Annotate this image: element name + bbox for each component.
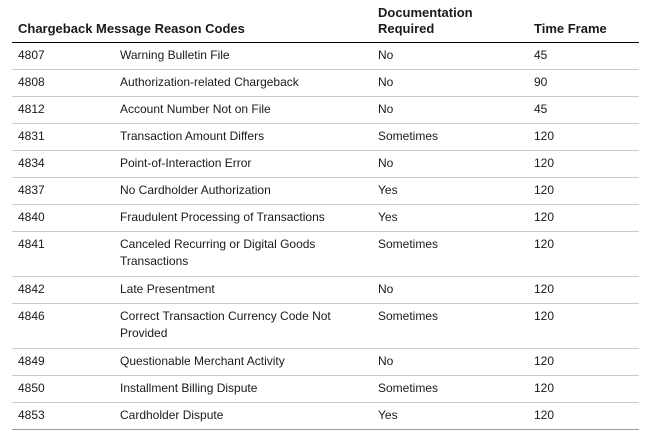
time-frame-cell: 120 (534, 282, 555, 296)
table-row (12, 232, 639, 277)
reason-code-cell: 4831 (18, 129, 45, 143)
time-frame-cell: 120 (534, 354, 555, 368)
table-row (12, 277, 639, 304)
documentation-cell: Yes (378, 183, 398, 197)
time-frame-cell: 90 (534, 75, 548, 89)
description-cell: Late Presentment (120, 282, 215, 296)
chargeback-reason-codes-table (12, 0, 639, 430)
documentation-cell: Sometimes (378, 237, 439, 251)
description-cell: Questionable Merchant Activity (120, 354, 285, 368)
table-row (12, 205, 639, 232)
table-row (12, 70, 639, 97)
documentation-cell: No (378, 102, 394, 116)
table-row (12, 124, 639, 151)
description-cell: Cardholder Dispute (120, 408, 224, 422)
reason-code-cell: 4808 (18, 75, 45, 89)
table-row (12, 403, 639, 430)
documentation-cell: Sometimes (378, 381, 439, 395)
description-cell: Authorization-related Chargeback (120, 75, 299, 89)
reason-code-cell: 4850 (18, 381, 45, 395)
documentation-cell: Yes (378, 408, 398, 422)
table-row (12, 349, 639, 376)
reason-code-cell: 4846 (18, 309, 45, 323)
time-frame-cell: 120 (534, 210, 555, 224)
time-frame-cell: 120 (534, 183, 555, 197)
reason-code-cell: 4834 (18, 156, 45, 170)
reason-code-cell: 4842 (18, 282, 45, 296)
reason-code-cell: 4812 (18, 102, 45, 116)
reason-code-cell: 4840 (18, 210, 45, 224)
reason-code-cell: 4849 (18, 354, 45, 368)
table-row (12, 178, 639, 205)
documentation-cell: No (378, 354, 394, 368)
table-row (12, 97, 639, 124)
header-reason-codes: Chargeback Message Reason Codes (18, 21, 245, 36)
reason-code-cell: 4853 (18, 408, 45, 422)
documentation-cell: No (378, 156, 394, 170)
reason-code-cell: 4841 (18, 237, 45, 251)
documentation-cell: Yes (378, 210, 398, 224)
time-frame-cell: 45 (534, 102, 548, 116)
table-row (12, 151, 639, 178)
time-frame-cell: 120 (534, 408, 555, 422)
description-cell: Canceled Recurring or Digital Goods Transactions (120, 237, 316, 268)
time-frame-cell: 120 (534, 129, 555, 143)
description-cell: Point-of-Interaction Error (120, 156, 252, 170)
table-row (12, 376, 639, 403)
description-cell: Transaction Amount Differs (120, 129, 265, 143)
documentation-cell: No (378, 48, 394, 62)
description-cell: Fraudulent Processing of Transactions (120, 210, 325, 224)
description-cell: Installment Billing Dispute (120, 381, 258, 395)
table-row (12, 304, 639, 349)
time-frame-cell: 120 (534, 156, 555, 170)
table-row (12, 43, 639, 70)
description-cell: No Cardholder Authorization (120, 183, 271, 197)
description-cell: Warning Bulletin File (120, 48, 230, 62)
header-documentation-line1: Documentation (378, 5, 473, 20)
header-time-frame: Time Frame (534, 21, 607, 36)
time-frame-cell: 120 (534, 309, 555, 323)
documentation-cell: Sometimes (378, 309, 439, 323)
header-documentation-required (378, 5, 473, 37)
reason-code-cell: 4807 (18, 48, 45, 62)
description-cell: Account Number Not on File (120, 102, 271, 116)
reason-code-cell: 4837 (18, 183, 45, 197)
documentation-cell: No (378, 75, 394, 89)
documentation-cell: Sometimes (378, 129, 439, 143)
time-frame-cell: 120 (534, 237, 555, 251)
table-header-row (12, 0, 639, 43)
time-frame-cell: 120 (534, 381, 555, 395)
header-documentation-line2: Required (378, 21, 435, 36)
description-cell: Correct Transaction Currency Code Not Provided (120, 309, 331, 340)
time-frame-cell: 45 (534, 48, 548, 62)
documentation-cell: No (378, 282, 394, 296)
